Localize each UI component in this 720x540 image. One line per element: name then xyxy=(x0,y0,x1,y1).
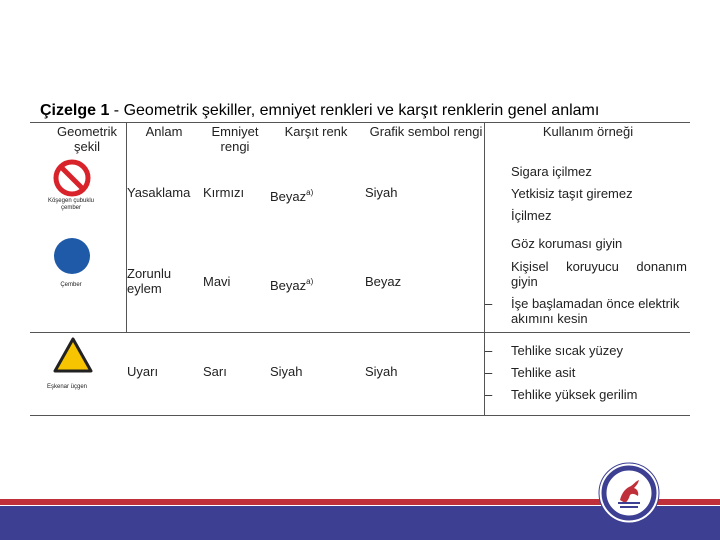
usage-item: Kişisel koruyucu donanım giyin xyxy=(511,259,687,289)
footnote-mark: a) xyxy=(306,188,314,197)
header-meaning: Anlam xyxy=(145,124,183,139)
header-contrast-color: Karşıt renk xyxy=(284,124,348,139)
usage-item: İşe başlamadan önce elektrik akımını kesin xyxy=(511,296,680,326)
list-dash: – xyxy=(485,296,493,311)
header-shape: Geometrik şekil xyxy=(57,124,117,154)
usage-item: Tehlike asit xyxy=(511,365,576,380)
table-bottom-rule xyxy=(30,415,690,416)
header-graphic-color: Grafik sembol rengi xyxy=(369,124,483,139)
meaning-cell: Uyarı xyxy=(127,364,159,379)
graphic-color-cell: Beyaz xyxy=(365,274,402,289)
mandatory-sign-icon xyxy=(52,236,92,276)
usage-item: İçilmez xyxy=(511,208,552,223)
usage-item: Yetkisiz taşıt giremez xyxy=(511,186,633,201)
usage-item: Sigara içilmez xyxy=(511,164,592,179)
contrast-color-value: Beyaz xyxy=(270,189,307,204)
header-safety-color: Emniyet rengi xyxy=(211,124,259,154)
university-logo-icon xyxy=(598,462,660,524)
list-dash: – xyxy=(485,387,493,402)
safety-color-cell: Mavi xyxy=(203,274,231,289)
row-divider xyxy=(30,332,690,333)
table-caption xyxy=(40,102,680,120)
caption-text: - Geometrik şekiller, emniyet renkleri ve karşıt renklerin genel anlamı xyxy=(109,102,600,119)
contrast-color-value: Beyaz xyxy=(270,278,307,293)
meaning-cell: Zorunlu eylem xyxy=(127,266,172,296)
footnote-mark: a) xyxy=(306,277,314,286)
safety-color-cell: Kırmızı xyxy=(203,185,245,200)
symbol-label: Eşkenar üçgen xyxy=(46,384,88,390)
header-usage: Kullanım örneği xyxy=(542,124,634,139)
contrast-color-cell: Siyah xyxy=(270,364,303,379)
usage-item: Tehlike sıcak yüzey xyxy=(511,343,623,358)
graphic-color-cell: Siyah xyxy=(365,185,398,200)
caption-number: Çizelge 1 xyxy=(40,102,110,119)
table-top-rule xyxy=(30,122,690,123)
graphic-color-cell: Siyah xyxy=(365,364,398,379)
symbol-label: Köşegen çubuklu çember xyxy=(47,198,95,211)
prohibition-sign-icon xyxy=(52,158,92,198)
contrast-color-cell xyxy=(270,274,313,293)
list-dash: – xyxy=(485,365,493,380)
warning-sign-icon xyxy=(52,336,94,374)
signs-table xyxy=(30,122,690,416)
symbol-label: Çember xyxy=(60,282,82,288)
usage-item: Tehlike yüksek gerilim xyxy=(511,387,638,402)
contrast-color-cell xyxy=(270,185,313,204)
list-dash: – xyxy=(485,343,493,358)
safety-color-cell: Sarı xyxy=(203,364,227,379)
usage-item: Göz koruması giyin xyxy=(511,236,623,251)
meaning-cell: Yasaklama xyxy=(127,185,191,200)
